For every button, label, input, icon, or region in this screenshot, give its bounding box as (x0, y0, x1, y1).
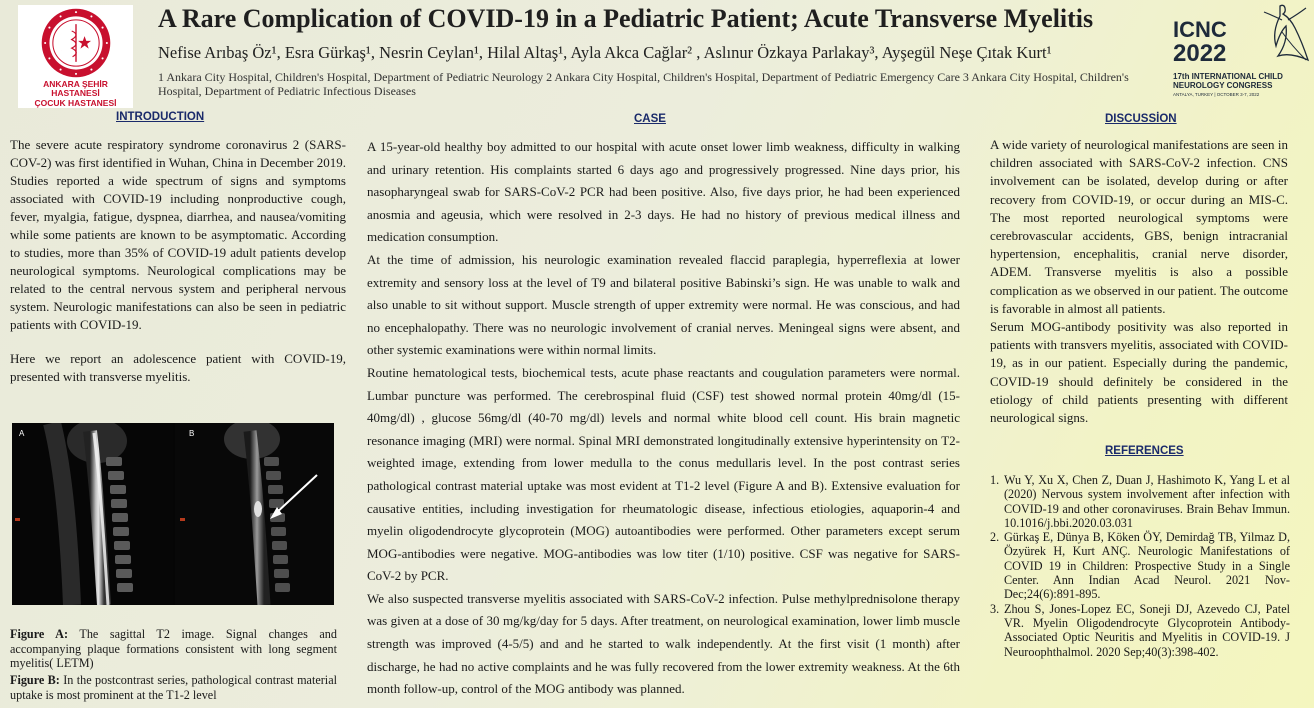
hospital-emblem-icon (34, 7, 118, 79)
figure-label-b: B (189, 429, 195, 438)
reference-text: Gürkaş E, Dünya B, Köken ÖY, Demirdağ TB, Yilmaz D, Özyürek H, Kurt ANÇ. Neurologic Manifestations of COVID 19 in Children: Prospective Study in a Single Center. Ann Indian Acad Neurol. 2021 Nov-Dec;24(6):891-895. (1004, 530, 1290, 602)
hospital-name-line2: ÇOCUK HASTANESİ (34, 98, 117, 108)
reference-number: 2. (990, 530, 1000, 545)
figure-caption-b (10, 673, 337, 702)
introduction-paragraph-1: The severe acute respiratory syndrome coronavirus 2 (SARS-COV-2) was first identified in Wuhan, China in December 2019. Studies reported a wide spectrum of signs and symptoms associated with COVID-19 including nonproductive cough, fever, myalgia, fatigue, dyspnea, diarrhea, and nausea/vomiting while some patients are known to be asymptomatic. According to studies, more than 35% of COVID-19 adult patients develop neurological symptoms. Neurological complications may be related to the central nervous system and peripheral nervous system. Neurologic manifestations can also be seen in pediatric patients with COVID-19. (10, 137, 346, 332)
hospital-logo (18, 5, 133, 108)
figure-caption-b-text: In the postcontrast series, pathological contrast material uptake is most prominent at the T1-2 level (10, 673, 337, 702)
reference-item (990, 530, 1290, 601)
congress-name: 17th INTERNATIONAL CHILD NEUROLOGY CONGRESS (1173, 72, 1283, 90)
reference-number: 1. (990, 473, 1000, 487)
introduction-section (10, 136, 346, 386)
case-paragraph-1: A 15-year-old healthy boy admitted to our hospital with acute onset lower limb weakness, difficulty in walking and urinary retention. His complaints started 6 days ago and progressively progressed. Nine days prior, his nasopharyngeal swab for SARS-CoV-2 PCR had been positive. Also, five days prior, he had been experienced anosmia and ageusia, which were resolved in 2-3 days. He had no history of previous medical illness and medication consumption. (367, 139, 960, 245)
reference-item (990, 473, 1290, 530)
whirling-dervish-icon (1250, 2, 1310, 66)
congress-year: 2022 (1173, 40, 1227, 67)
references-list (990, 473, 1290, 659)
author-list: Nefise Arıbaş Öz¹, Esra Gürkaş¹, Nesrin Ceylan¹, Hilal Altaş¹, Ayla Akca Cağlar² , Aslınur Özkaya Parlakay³, Ayşegül Neşe Çıtak Kurt¹ (158, 43, 1052, 62)
reference-item (990, 602, 1290, 659)
figure-caption-b-label: Figure B: (10, 673, 60, 687)
mri-spine-image (12, 423, 334, 605)
case-section (367, 136, 960, 701)
figure-label-a: A (19, 429, 25, 438)
mri-figure (12, 423, 334, 605)
references-heading: REFERENCES (1105, 445, 1184, 457)
congress-acronym: ICNC (1173, 17, 1227, 42)
congress-logo (1165, 2, 1310, 102)
affiliations: 1 Ankara City Hospital, Children's Hospital, Department of Pediatric Neurology 2 Ankara City Hospital, Children's Hospital, Department of Pediatric Emergency Care 3 Ankara City Hospital, Children's Hospital, Department of Pediatric Infectious Diseases (158, 70, 1129, 98)
reference-number: 3. (990, 601, 1000, 616)
case-heading: CASE (634, 113, 666, 125)
congress-place: ANTALYA, TURKEY | OCTOBER 3-7, 2022 (1173, 92, 1260, 97)
figure-caption-a-label: Figure A: (10, 627, 69, 641)
case-paragraph-4: We also suspected transverse myelitis associated with SARS-CoV-2 infection. Pulse methylprednisolone therapy was given at a dose of 30 mg/kg/day for 5 days. After treatment, on neurological examination, lower limb muscle strength was improved (4-5/5) and and he started to walk independently. At the first visit (1 month) after discharge, he had no active complaints and he was fully recovered from the lower extremity weakness. At the 6th month follow-up, control of the MOG antibody was planned. (367, 590, 960, 697)
introduction-paragraph-2: Here we report an adolescence patient with COVID-19, presented with transverse myelitis. (10, 351, 346, 384)
case-paragraph-2: At the time of admission, his neurologic examination revealed flaccid paraplegia, hyperreflexia at lower extremity and sensory loss at the level of T9 and bilateral positive Babinski’s sign. He was unable to walk and also unable to sit without support. Muscle strength of upper extremity were normal. He was conscious, and had no encephalopathy. There was no neurologic involvement of cranial nerves. Meningeal signs were absent, and other systemic examinations were within normal limits. (367, 251, 960, 358)
hospital-name-line1: ANKARA ŞEHİR HASTANESİ (43, 79, 108, 98)
reference-text: Wu Y, Xu X, Chen Z, Duan J, Hashimoto K, Yang L et al (2020) Nervous system involvement after infection with COVID-19 and other coronaviruses. Brain Behav Immun. 10.1016/j.bbi.2020.03.031 (1004, 473, 1290, 530)
discussion-heading: DISCUSSİON (1105, 113, 1177, 125)
introduction-heading: INTRODUCTION (116, 111, 205, 123)
reference-text: Zhou S, Jones-Lopez EC, Soneji DJ, Azevedo CJ, Patel VR. Myelin Oligodendrocyte Glycoprotein Antibody-Associated Optic Neuritis and Myelitis in COVID-19. J Neuroophthalmol. 2020 Sep;40(3):398-402. (1004, 601, 1290, 659)
discussion-section (990, 136, 1288, 427)
discussion-paragraph-2: Serum MOG-antibody positivity was also reported in patients with transvers myelitis, associated with COVID-19, as in our patient. Especially during the pandemic, COVID-19 should definitely be considered in the etiology of child patients presenting with different neurological signs. (990, 319, 1288, 426)
poster-title: A Rare Complication of COVID-19 in a Pediatric Patient; Acute Transverse Myelitis (158, 4, 1094, 33)
discussion-paragraph-1: A wide variety of neurological manifestations are seen in children associated with SARS-CoV-2 infection. CNS involvement can be isolated, develop during or after recovery from COVID-19, or occur during an MIS-C. The most reported neurological symptoms were cerebrovascular accidents, GBS, benign intracranial hypertension, encephalitis, cranial nerve disorder, ADEM. Transverse myelitis is also a possible complication as we observed in our patient. The outcome is favorable in almost all patients. (990, 137, 1288, 316)
figure-caption-a (10, 627, 337, 671)
case-paragraph-3: Routine hematological tests, biochemical tests, acute phase reactants and cougulation parameters were normal. Lumbar puncture was performed. The cerebrospinal fluid (CSF) test showed normal protein 40mg/dl (15-40mg/dl) , glucose 56mg/dl (40-70 mg/dl) levels and normal white blood cell count. His brain magnetic resonance imaging (MRI) were normal. Spinal MRI demonstrated longitudinally extensive hyperintensity on T2-weighted image, extending from lower medulla to the conus medullaris level. In the post contrast series pathological contrast material uptake was most evident at T1-2 level (Figure A and B). Extensive evaluation for causative entities, including investigation for rheumatologic disease, infectious etiologies, aquaporin-4 and myelin oligodendrocyte glycoprotein (MOG) autoantibodies were performed. Other parameters except serum MOG-antibodies were negative. MOG-antibodies was low titer (1/10) positive. CSF was negative for SARS-CoV-2 by PCR. (367, 364, 960, 584)
figure-caption-a-text: The sagittal T2 image. Signal changes and accompanying plaque formations consistent with long segment myelitis( LETM) (10, 627, 337, 670)
